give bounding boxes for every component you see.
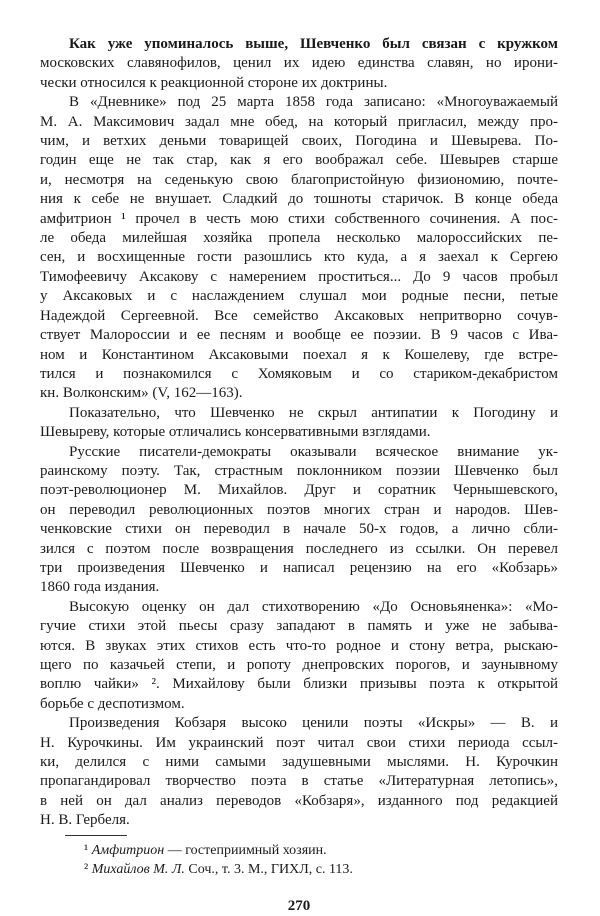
- footnote-mark: ¹: [84, 842, 89, 858]
- footnotes: [84, 841, 558, 879]
- text-line: кн. Волконским» (V, 162—163).: [40, 385, 243, 402]
- footnote-term: Амфитрион: [91, 842, 165, 858]
- text-line: Показательно, что Шевченко не скрыл антипатии к Погодину и: [69, 404, 558, 421]
- footnote-text: — гостеприимный хозяин.: [164, 842, 327, 858]
- text-line: чески относился к реакционной стороне их доктрины.: [40, 74, 388, 91]
- footnote-divider: [65, 835, 127, 836]
- text-line: тился и познакомился с Хомяковым и со стариком-декабристом: [40, 365, 558, 382]
- text-line: 1860 года издания.: [40, 579, 160, 596]
- text-line: ченковские стихи он переводил в начале 50-х годов, а лично сбли-: [40, 521, 558, 538]
- text-line: ются. В звуках этих стихов есть что-то родное и стону ветра, рыскаю-: [40, 637, 558, 654]
- footnote-mark: ²: [84, 861, 89, 877]
- text-line: ле обеда милейшая хозяйка пропела несколько малороссийских пе-: [40, 230, 558, 247]
- text-line: поэт-революционер М. Михайлов. Друг и соратник Чернышевского,: [40, 482, 558, 499]
- text-line: воплю чайки» ². Михайлову были близки призывы поэта к открытой: [40, 676, 558, 693]
- text-line: московских славянофилов, ценил их идею единства славян, но ирони-: [40, 55, 558, 72]
- text-line: Надеждой Сергеевной. Все семейство Аксаковых непритворно сочув-: [40, 307, 558, 324]
- text-line: и, несмотря на седенькую свою благопристойную физиономию, почте-: [40, 171, 558, 188]
- body-text: [40, 35, 558, 831]
- text-line: щего по казачьей степи, и ропоту днепровских порогов, и заунывному: [40, 657, 558, 673]
- text-line: В «Дневнике» под 25 марта 1858 года записано: «Многоуважаемый: [69, 94, 558, 111]
- text-line: у Аксаковых и с наслаждением слушал мои родные песни, петые: [40, 288, 558, 305]
- text-line: Как уже упоминалось выше, Шевченко был связан с кружком: [69, 36, 558, 52]
- text-line: гучие стихи этой пьесы сразу западают в память и уже не забыва-: [40, 618, 558, 635]
- text-line: он переводил революционных поэтов многих стран и народов. Шев-: [40, 501, 558, 518]
- text-line: раинскому поэту. Так, страстным поклонником поэзии Шевченко был: [40, 462, 558, 479]
- text-line: Тимофеевичу Аксакову с намерением проститься... До 9 часов пробыл: [40, 268, 558, 285]
- text-line: ствует Малороссии и ее песням и вообще ее поэзии. В 9 часов с Ива-: [40, 327, 558, 344]
- paragraph: [40, 714, 558, 830]
- text-line: Н. В. Гербеля.: [40, 812, 130, 829]
- paragraph: [40, 598, 558, 714]
- text-line: Шевыреву, которые отличались консервативными взглядами.: [40, 424, 431, 441]
- text-line: сен, и восхищенные гости разошлись кто куда, а я заехал к Сергею: [40, 249, 558, 266]
- text-line: амфитрион ¹ прочел в честь мою стихи собственного сочинения. А пос-: [40, 210, 558, 227]
- footnote-2: [84, 860, 558, 879]
- text-line: чим, и ветхих деньми товарищей своих, Погодина и Шевырева. По-: [40, 133, 558, 150]
- text-line: Русские писатели-демократы оказывали всяческое внимание ук-: [69, 443, 558, 460]
- text-line: ном и Константином Аксаковыми поехал я к Кошелеву, где встре-: [40, 346, 558, 363]
- text-line: борьбе с деспотизмом.: [40, 695, 185, 712]
- paragraph: [40, 35, 558, 93]
- text-line: Высокую оценку он дал стихотворению «До Основьяненка»: «Мо-: [69, 598, 558, 615]
- text-line: ки, делился с ними самыми задушевными мыслями. Н. Курочкин: [40, 754, 558, 771]
- text-line: три произведения Шевченко и написал рецензию на его «Кобзарь»: [40, 559, 558, 576]
- footnote-1: [84, 841, 558, 860]
- text-line: годин еще не так стар, как я его воображал себе. Шевырев старше: [40, 152, 558, 169]
- text-line: Н. Курочкины. Им украинский поэт читал свои стихи периода ссыл-: [40, 734, 558, 751]
- paragraph: [40, 443, 558, 598]
- text-line: в ней он дал анализ переводов «Кобзаря», изданного под редакцией: [40, 792, 558, 809]
- paragraph: [40, 93, 558, 404]
- paragraph: [40, 404, 558, 443]
- footnote-author: Михайлов М. Л.: [91, 861, 185, 877]
- text-line: Произведения Кобзаря высоко ценили поэты «Искры» — В. и: [69, 715, 558, 732]
- text-line: ния к себе не внушает. Сладкий до тошноты старичок. В конце обеда: [40, 191, 558, 208]
- text-line: пропагандировал творчество поэта в статье «Литературная летопись»,: [40, 773, 558, 790]
- text-line: зился с поэтом после возвращения последнего из ссылки. Он перевел: [40, 540, 558, 557]
- page-number: 270: [287, 897, 311, 914]
- text-line: М. А. Максимович задал мне обед, на который пригласил, между про-: [40, 113, 558, 130]
- footnote-text: Соч., т. 3. М., ГИХЛ, с. 113.: [184, 861, 353, 877]
